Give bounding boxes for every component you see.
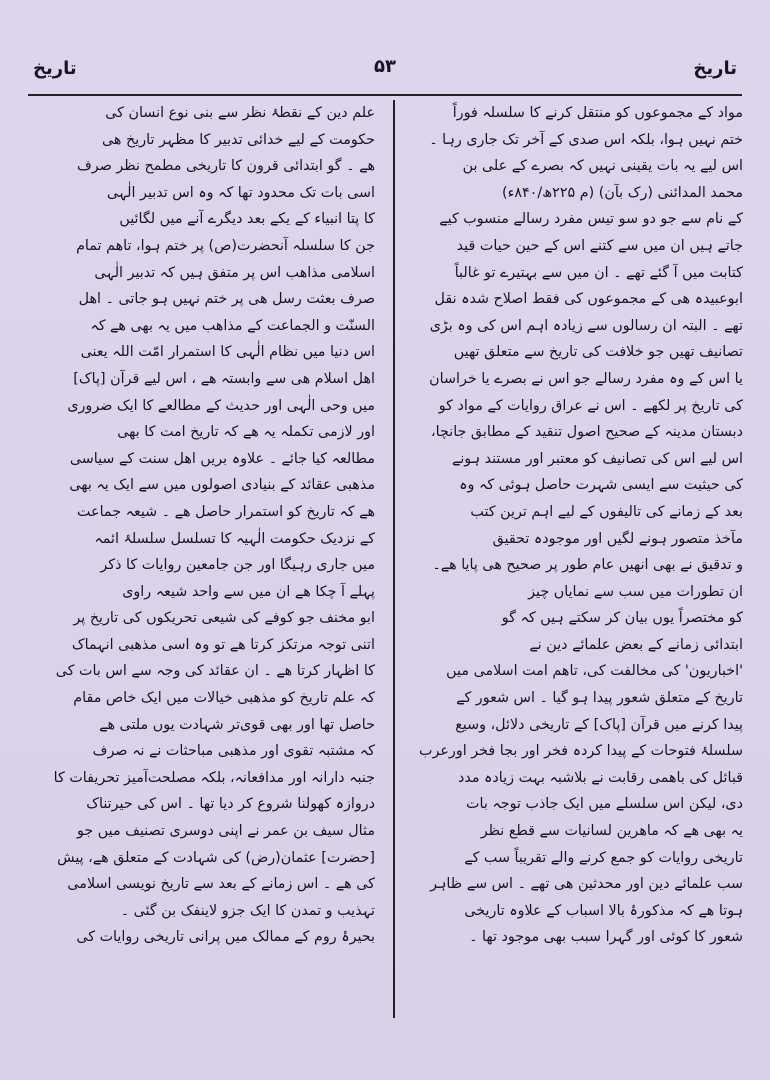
text-line: کی حیثیت سے ایسی شہرت حاصل ہوئی کہ وہ	[459, 477, 743, 494]
text-line: تصانیف تھیں جو خلافت کی تاریخ سے متعلق تھیں	[453, 344, 743, 361]
text-line: اسی بات تک محدود تھا کہ وہ اس تدبیر الٰہی	[106, 184, 375, 201]
text-line: حکومت کے لیے خدائی تدبیر کا مظہر تاریخ ھی	[102, 131, 375, 148]
text-line: شعور کا کوئی اور گہرا سبب بھی موجود تھا ۔	[469, 929, 743, 946]
text-line: سلسلۂ فتوحات کے پیدا کردہ فخر اور بجا فخر اورعرب	[419, 743, 743, 760]
text-line: مطالعہ کیا جائے ۔ علاوہ بریں اھل سنت کے سیاسی	[69, 450, 375, 467]
text-line: اس دنیا میں نظام الٰہی کا استمرار امّت اللہ یعنی	[80, 344, 375, 361]
column-divider	[393, 100, 395, 1018]
text-line: ابوعبیدہ ھی کے مجموعوں کی فقط اصلاح شدہ نقل	[434, 291, 743, 308]
text-line: تاریخی روایات کو جمع کرنے والے تقریباً سب کے	[464, 849, 743, 866]
text-column-right	[410, 100, 743, 951]
text-line: تھے ۔ البتہ ان رسالوں سے زیادہ اہم اس کی وہ بڑی	[429, 317, 743, 334]
text-line: مثال سیف بن عمر نے اپنی دوسری تصنیف میں جو	[76, 823, 375, 840]
text-line: تاریخ کے متعلق شعور پیدا ہو گیا ۔ اس شعور کے	[456, 690, 743, 707]
text-line: کا پتا انبیاء کے یکے بعد دیگرے آنے میں لگائیں	[119, 211, 375, 228]
text-line: اسلامی مذاھب اس پر متفق ہیں کہ تدبیر الٰہی	[94, 264, 375, 281]
text-line: کا اظہار کرتا ھے ۔ ان عقائد کی وجہ سے اس بات کی	[55, 663, 375, 680]
text-line: کہ مشتبہ تقوی اور مذھبی مباحثات نے نہ صرف	[92, 743, 375, 760]
text-line: پہلے آ چکا ھے ان میں سے واحد شیعہ راوی	[122, 583, 375, 600]
text-line: اور لازمی تکملہ یہ ھے کہ تاریخ امت کا بھی	[117, 424, 375, 441]
text-line: کی تاریخ پر لکھے ۔ اس نے عراق روایات کے مواد کو	[438, 397, 743, 414]
text-line: میں وحی الٰہی اور حدیث کے مطالعے کا ایک ضروری	[67, 397, 375, 414]
text-line: کو مختصراً یوں بیان کر سکتے ہیں کہ گو	[501, 610, 743, 627]
text-line: اھل اسلام ھی سے وابستہ ھے ، اس لیے قرآن [پاک]	[73, 370, 375, 387]
text-line: جاتے ہیں ان میں سے کتنے اس کے حین حیات قید	[456, 237, 743, 254]
text-line: پیدا کرنے میں قرآن [پاک] کے تاریخی دلائل، وسیع	[455, 716, 743, 733]
text-line: کتابت میں آ گئے تھے ۔ ان میں سے بہتیرے تو غالباً	[454, 264, 743, 281]
text-line: ختم نہیں ہوا، بلکہ اس صدی کے آخر تک جاری رہا ۔	[429, 131, 743, 148]
text-line: ابو مخنف جو کوفے کی شیعی تحریکوں کی تاریخ پر	[73, 610, 375, 627]
text-line: صرف بعثت رسل ھی پر ختم نہیں ہو جاتی ۔ اھل	[78, 291, 375, 308]
text-line: یہ بھی ھے کہ ماھرین لسانیات سے قطع نظر	[480, 823, 743, 840]
text-column-left	[30, 100, 375, 951]
text-line: ہوتا ھے کہ مذکورۂ بالا اسباب کے علاوہ تاریخی	[464, 902, 743, 919]
text-line: دی، لیکن اس سلسلے میں ایک جاذب توجہ بات	[466, 796, 743, 813]
text-line: علم دین کے نقطۂ نظر سے بنی نوع انسان کی	[105, 105, 375, 121]
text-line: ھے ۔ گو ابتدائی قرون کا تاریخی مطمح نظر صرف	[76, 158, 375, 175]
text-line: اتنی توجہ مرتکز کرتا ھے تو وہ اسی مذھبی انہماک	[71, 636, 375, 653]
text-line: ھے کہ تاریخ کو استمرار حاصل ھے ۔ شیعہ جماعت	[77, 503, 375, 520]
text-line: [حضرت] عثمان(رض) کی شہادت کے متعلق ھے، پیش	[57, 849, 375, 866]
text-line: یا اس کے وہ مفرد رسالے جو اس نے بصرے یا خراسان	[429, 370, 743, 387]
text-line: کہ علم تاریخ کو مذھبی خیالات میں ایک خاص مقام	[73, 690, 375, 707]
text-line: اس لیے اس کی تصانیف کو معتبر اور مستند ہونے	[451, 450, 743, 467]
text-line: بحیرۂ روم کے ممالک میں پرانی تاریخی روایات کی	[76, 929, 375, 946]
text-line: جن کا سلسلہ آنحضرت(ص) پر ختم ہوا، تاھم تمام	[76, 237, 375, 254]
text-line: جنبہ دارانہ اور مدافعانہ، بلکہ مصلحت‌آمیز تحریفات کا	[53, 769, 375, 786]
text-line: میں جاری رہیگا اور جن جامعین روایات کا ذکر	[100, 557, 375, 574]
text-line: دبستان مدینہ کے صحیح اصول تنقید کے مطابق جانچا،	[431, 424, 743, 441]
text-line: و تدقیق نے بھی انھیں عام طور پر صحیح ھی پایا ھے۔	[432, 557, 743, 574]
text-line: السنّت و الجماعت کے مذاھب میں یہ بھی ھے کہ	[90, 317, 375, 334]
text-line: مذھبی عقائد کے بنیادی اصولوں میں سے ایک یہ بھی	[69, 477, 375, 494]
text-line: ابتدائی زمانے کے بعض علمائے دین نے	[529, 636, 743, 653]
text-line: محمد المدائنی (رک بآن) (م ۲۲۵ھ/۸۴۰ء)	[502, 184, 743, 201]
page-header	[25, 56, 745, 90]
text-line: مآخذ متصور ہونے لگیں اور موجودہ تحقیق	[492, 530, 743, 547]
text-line: کے نزدیک حکومت الٰہیہ کا تسلسل سلسلۂ ائمہ	[94, 530, 375, 547]
text-line: 'اخباریون' کی مخالفت کی، تاھم امت اسلامی میں	[446, 663, 743, 680]
text-line: دروازہ کھولنا شروع کر دیا تھا ۔ اس کی حیرتناک	[86, 796, 375, 813]
text-line: مواد کے مجموعوں کو منتقل کرنے کا سلسلہ فوراً	[452, 105, 743, 121]
text-line: ان تطورات میں سب سے نمایاں چیز	[528, 583, 743, 600]
text-line: کے نام سے جو دو سو تیس مفرد رسالے منسوب کیے	[439, 211, 743, 228]
page-number: ۵۳	[374, 56, 396, 77]
running-title-right: تاریخ	[693, 58, 737, 79]
text-line: اس لیے یہ بات یقینی نہیں کہ بصرے کے علی بن	[462, 158, 743, 175]
text-line: حاصل تھا اور بھی قوی‌تر شہادت یوں ملتی ھے	[99, 716, 375, 733]
text-line: سب علمائے دین اور محدثین ھی تھے ۔ اس سے ظاہر	[430, 876, 743, 893]
text-line: کی ھے ۔ اس زمانے کے بعد سے تاریخ نویسی اسلامی	[67, 876, 375, 893]
text-line: قبائل کی باھمی رقابت نے بلاشبہ بہت زیادہ مدد	[457, 769, 743, 786]
text-line: بعد کے زمانے کی تالیفوں کے لیے اہم ترین کتب	[470, 503, 743, 520]
header-rule	[28, 94, 742, 96]
text-line: تہذیب و تمدن کا ایک جزو لاینفک بن گئی ۔	[120, 902, 375, 919]
running-title-left: تاریخ	[33, 58, 77, 79]
